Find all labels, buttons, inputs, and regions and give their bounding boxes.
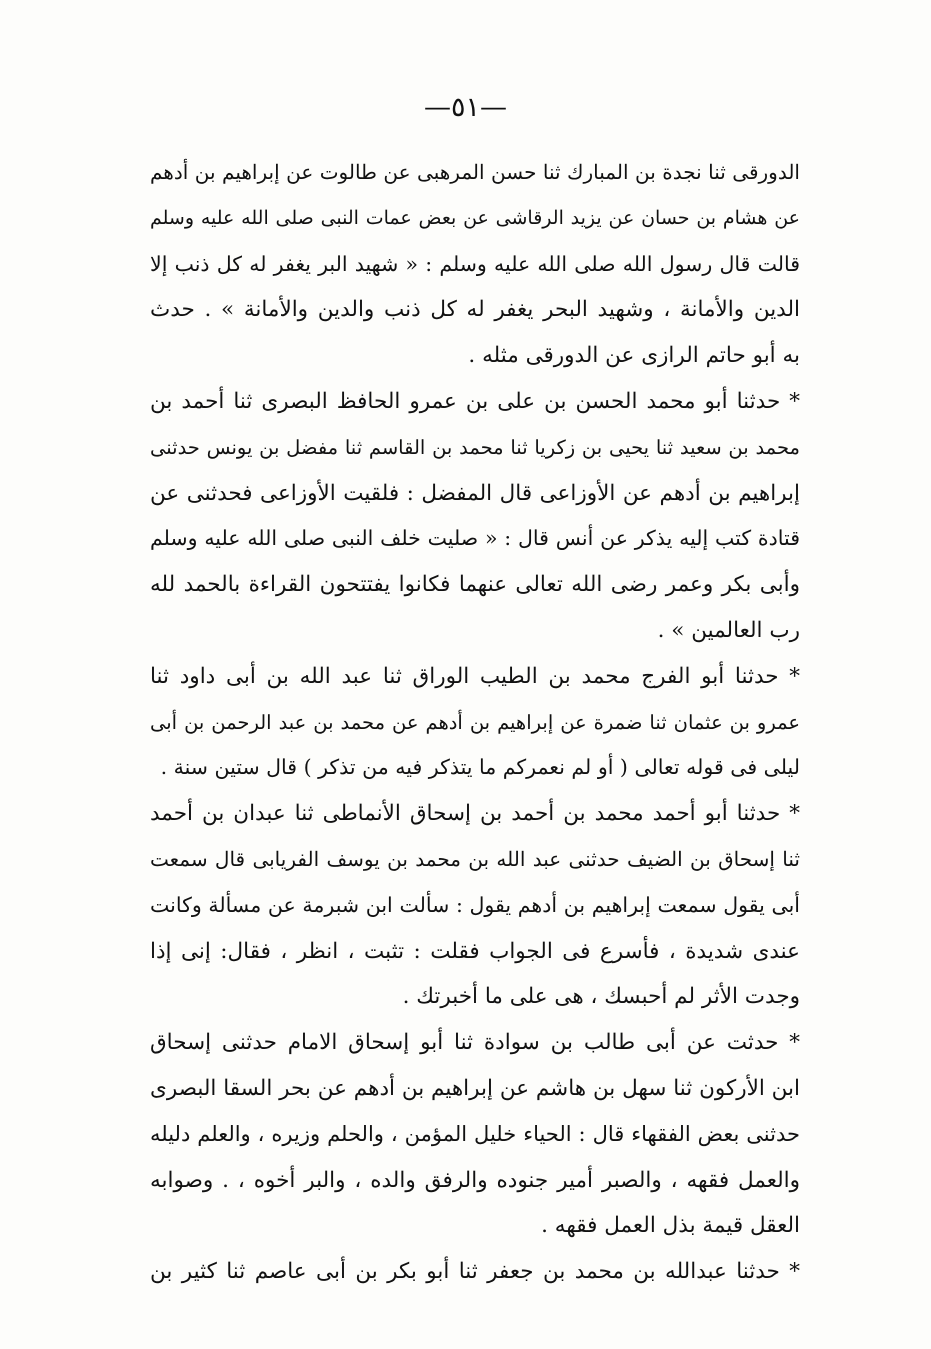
paragraph bbox=[150, 654, 800, 791]
text-line: عن هشام بن حسان عن يزيد الرقاشى عن بعض عمات النبى صلى الله عليه وسلم bbox=[150, 206, 800, 229]
text-line: عمرو بن عثمان ثنا ضمرة عن إبراهيم بن أدهم عن محمد بن عبد الرحمن بن أبى bbox=[150, 710, 800, 734]
text-line: * حدثنا أبو الفرج محمد بن الطيب الوراق ثنا عبد الله بن أبى داود ثنا bbox=[150, 663, 800, 689]
paragraph bbox=[150, 379, 800, 654]
text-line: ليلى فى قوله تعالى ( أو لم نعمركم ما يتذكر فيه من تذكر ) قال ستين سنة . bbox=[160, 755, 800, 780]
text-line: ابن الأركون ثنا سهل بن هاشم عن إبراهيم بن أدهم عن بحر السقا البصرى bbox=[150, 1075, 800, 1101]
text-line: حدثنى بعض الفقهاء قال : الحياء خليل المؤمن ، والحلم وزيره ، والعلم دليله bbox=[150, 1121, 800, 1146]
paragraph bbox=[150, 791, 800, 1020]
text-line: قالت قال رسول الله صلى الله عليه وسلم : « شهيد البر يغفر له كل ذنب إلا bbox=[150, 251, 800, 276]
text-line: وأبى بكر وعمر رضى الله تعالى عنهما فكانوا يفتتحون القراءة بالحمد لله bbox=[150, 572, 800, 598]
text-line: إبراهيم بن أدهم عن الأوزاعى قال المفضل : فلقيت الأوزاعى فحدثنى عن bbox=[150, 480, 800, 506]
paragraph bbox=[150, 1249, 800, 1295]
text-line: رب العالمين » . bbox=[657, 617, 800, 643]
text-line: الدورقى ثنا نجدة بن المبارك ثنا حسن المرهبى عن طالوت عن إبراهيم بن أدهم bbox=[150, 160, 800, 184]
text-line: عندى شديدة ، فأسرع فى الجواب فقلت : تثبت ، انظر ، فقال: إنى إذا bbox=[150, 938, 800, 964]
text-line: * حدثنا عبدالله بن محمد بن جعفر ثنا أبو بكر بن أبى عاصم ثنا كثير بن bbox=[150, 1259, 800, 1285]
paragraph bbox=[150, 150, 800, 379]
page-number: —٥١— bbox=[423, 92, 507, 123]
paragraph bbox=[150, 1020, 800, 1249]
text-line: العقل قيمة بذل العمل فقهه . bbox=[541, 1213, 800, 1239]
body-text bbox=[150, 150, 800, 1295]
text-line: ثنا إسحاق بن الضيف حدثنى عبد الله بن محمد بن يوسف الفريابى قال سمعت bbox=[150, 846, 800, 871]
text-line: به أبو حاتم الرازى عن الدورقى مثله . bbox=[468, 343, 800, 369]
text-line: والعمل فقهه ، والصبر أمير جنوده والرفق والده ، والبر أخوه ، . وصوابه bbox=[150, 1167, 800, 1193]
text-line: * حدثت عن أبى طالب بن سوادة ثنا أبو إسحاق الامام حدثنى إسحاق bbox=[150, 1030, 800, 1056]
text-line: الدين والأمانة ، وشهيد البحر يغفر له كل ذنب والدين والأمانة » . حدث bbox=[150, 297, 800, 323]
text-line: وجدت الأثر لم أحبسك ، هى على ما أخبرتك . bbox=[402, 984, 800, 1010]
text-line: قتادة كتب إليه يذكر عن أنس قال : « صليت خلف النبى صلى الله عليه وسلم bbox=[150, 526, 800, 551]
text-line: * حدثنا أبو أحمد محمد بن أحمد بن إسحاق الأنماطى ثنا عبدان بن أحمد bbox=[150, 801, 800, 827]
text-line: أبى يقول سمعت إبراهيم بن أدهم يقول : سألت ابن شبرمة عن مسألة وكانت bbox=[150, 892, 800, 917]
text-line: * حدثنا أبو محمد الحسن بن على بن عمرو الحافظ البصرى ثنا أحمد بن bbox=[150, 388, 800, 414]
text-line: محمد بن سعيد ثنا يحيى بن زكريا ثنا محمد بن القاسم ثنا مفضل بن يونس حدثنى bbox=[150, 435, 800, 459]
